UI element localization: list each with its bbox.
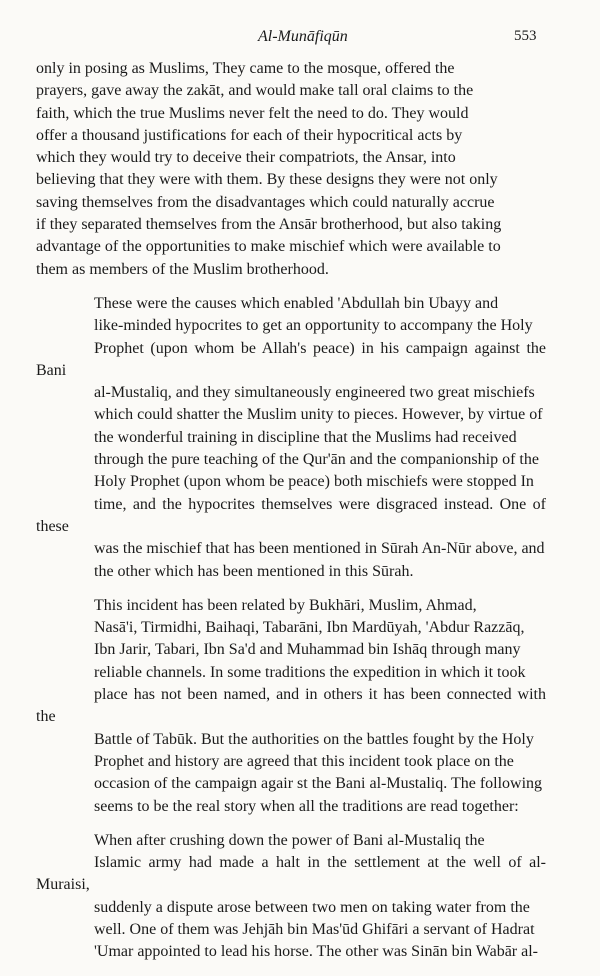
text-line: only in posing as Muslims, They came to the mosque, offered the (36, 60, 455, 77)
text-line: 'Umar appointed to lead his horse. The other was Sinān bin Wabār al- (94, 943, 538, 961)
text-line: Prophet and history are agreed that this incident took place on the (94, 752, 514, 770)
text-line: Holy Prophet (upon whom be peace) both mischiefs were stopped In (94, 473, 534, 491)
text-line: Nasā'i, Tirmidhi, Baihaqi, Tabarāni, Ibn Mardūyah, 'Abdur Razzāq, (94, 619, 525, 637)
text-line: al-Mustaliq, and they simultaneously engineered two great mischiefs (94, 384, 535, 402)
text-line: the other which has been mentioned in this Sūrah. (94, 562, 414, 580)
body-text (36, 58, 546, 976)
paragraph (36, 58, 546, 281)
paragraph (36, 830, 546, 964)
text-line: believing that they were with them. By these designs they were not only (36, 171, 498, 189)
text-line: These were the causes which enabled 'Abdullah bin Ubayy and (94, 294, 499, 312)
text-line: like-minded hypocrites to get an opportunity to accompany the Holy (94, 317, 533, 335)
text-line: offer a thousand justifications for each of their hypocritical acts by (36, 126, 463, 144)
text-line: suddenly a dispute arose between two men on taking water from the (94, 898, 530, 916)
text-line: place has not been named, and in others it has been connected with the (36, 686, 546, 726)
text-line: prayers, gave away the zakāt, and would make tall oral claims to the (36, 82, 474, 100)
text-line: saving themselves from the disadvantages which could naturally accrue (36, 193, 495, 211)
paragraph (36, 293, 546, 583)
page-number: 553 (514, 28, 537, 44)
text-line: Islamic army had made a halt in the settlement at the well of al-Muraisi, (36, 854, 546, 894)
text-line: advantage of the opportunities to make mischief which were available to (36, 238, 501, 256)
text-line: the wonderful training in discipline that the Muslims had received (94, 428, 517, 446)
text-line: was the mischief that has been mentioned in Sūrah An-Nūr above, and (94, 540, 545, 558)
text-line: reliable channels. In some traditions the expedition in which it took (94, 663, 526, 681)
text-line: When after crushing down the power of Bani al-Mustaliq the (94, 831, 485, 849)
text-line: Ibn Jarir, Tabari, Ibn Sa'd and Muhammad bin Ishāq through many (94, 641, 521, 659)
text-line: well. One of them was Jehjāh bin Mas'ūd Ghifāri a servant of Hadrat (94, 920, 535, 938)
page-header (0, 28, 600, 52)
text-line: Battle of Tabūk. But the authorities on the battles fought by the Holy (94, 730, 534, 748)
text-line: which they would try to deceive their compatriots, the Ansar, into (36, 149, 456, 167)
text-line: which could shatter the Muslim unity to pieces. However, by virtue of (94, 406, 543, 424)
text-line: if they separated themselves from the Ansār brotherhood, but also taking (36, 216, 502, 234)
paragraph (36, 595, 546, 818)
text-line: occasion of the campaign agair st the Bani al-Mustaliq. The following (94, 775, 543, 793)
text-line: seems to be the real story when all the traditions are read together: (94, 797, 519, 815)
text-line: Prophet (upon whom be Allah's peace) in his campaign against the Bani (36, 339, 546, 379)
text-line: time, and the hypocrites themselves were disgraced instead. One of these (36, 495, 546, 535)
running-head: Al-Munāfiqūn (258, 28, 348, 45)
text-line: faith, which the true Muslims never felt the need to do. They would (36, 104, 469, 122)
text-line: through the pure teaching of the Qur'ān and the companionship of the (94, 451, 539, 469)
text-line: This incident has been related by Bukhāri, Muslim, Ahmad, (94, 596, 477, 614)
text-line: them as members of the Muslim brotherhood. (36, 260, 329, 278)
